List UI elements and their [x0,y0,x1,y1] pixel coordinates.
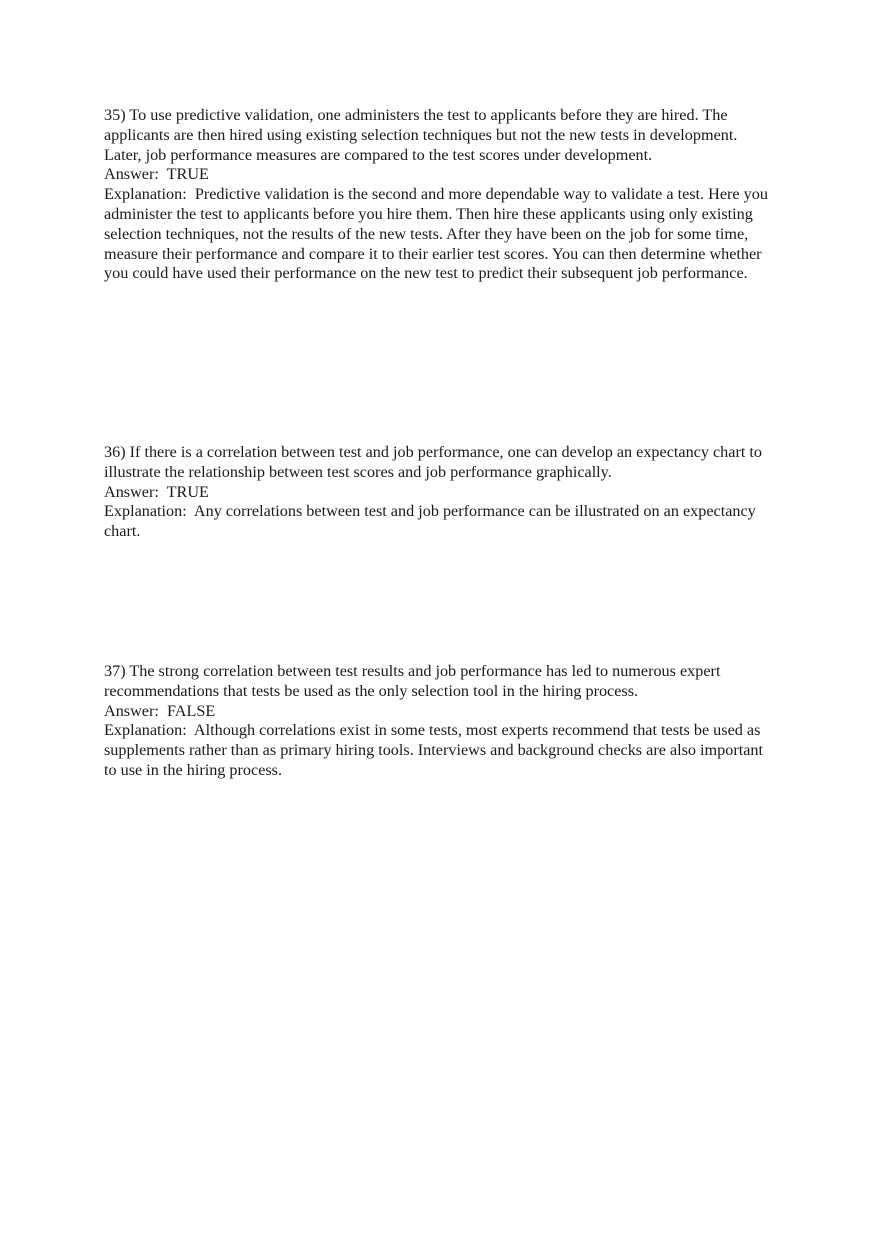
question-35 [104,106,776,284]
question-number: 36) [104,443,126,461]
answer-value: TRUE [166,482,209,501]
answer-value: FALSE [166,701,216,720]
explanation [104,502,776,542]
question-stem [104,106,776,165]
answer-line [104,702,776,722]
answer-label: Answer: [104,701,159,720]
answer-line [104,165,776,185]
explanation-label: Explanation: [104,721,187,740]
question-text: To use predictive validation, one administers the test to applicants before they are hired. The applicants are then hired using existing selection techniques but not the new tests in development. Later, job performance measures are compared to the test scores under development. [104,106,738,164]
answer-label: Answer: [104,165,159,184]
explanation-label: Explanation: [104,502,187,521]
answer-line [104,483,776,503]
explanation [104,185,776,284]
question-number: 35) [104,106,126,124]
question-stem [104,662,776,702]
question-stem [104,443,776,483]
question-37 [104,662,776,781]
explanation-text: Any correlations between test and job performance can be illustrated on an expectancy chart. [104,502,756,541]
explanation [104,721,776,780]
question-text: The strong correlation between test results and job performance has led to numerous expert recommendations that tests be used as the only selection tool in the hiring process. [104,662,721,700]
answer-value: TRUE [166,165,209,184]
question-text: If there is a correlation between test and job performance, one can develop an expectancy chart to illustrate the relationship between test scores and job performance graphically. [104,443,762,481]
explanation-text: Predictive validation is the second and more dependable way to validate a test. Here you administer the test to applicants before you hire them. Then hire these applicants using only existing selection techniques, not the results of the new tests. After they have been on the job for some time, measure their performance and compare it to their earlier test scores. You can then determine whether you could have used their performance on the new test to predict their subsequent job performance. [104,185,768,283]
explanation-text: Although correlations exist in some tests, most experts recommend that tests be used as supplements rather than as primary hiring tools. Interviews and background checks are also important to use in the hiring process. [104,721,764,779]
question-number: 37) [104,662,126,680]
explanation-label: Explanation: [104,185,187,204]
question-36 [104,443,776,542]
answer-label: Answer: [104,482,159,501]
